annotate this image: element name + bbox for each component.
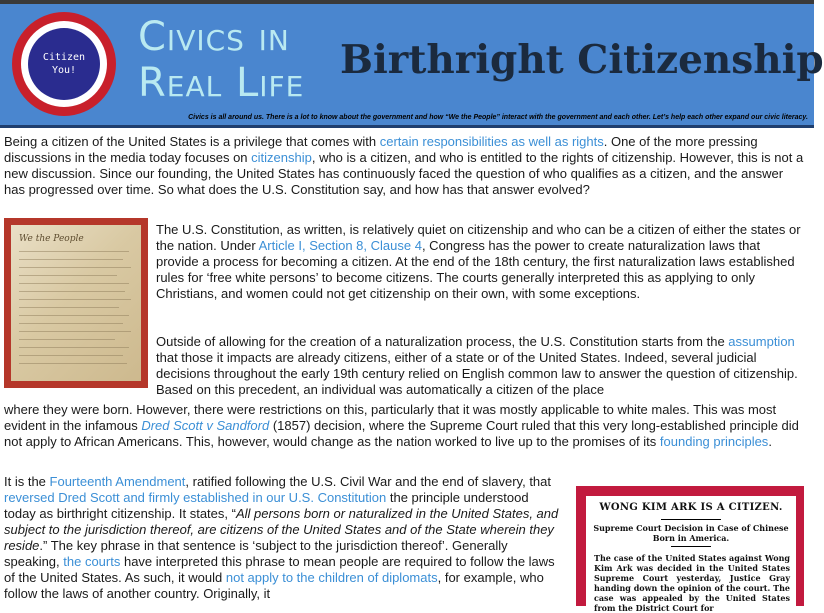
- dred-scott-paragraph: where they were born. However, there were restrictions on this, particularly that it was mostly applicable to white males. This was most evident in the infamous Dred Scott v Sandford (1857) decision, where the Supreme Court ruled that this very long-established principle did not apply to African Americans. This, however, would change as the nation worked to live up to the promises of its founding principles.: [4, 402, 799, 449]
- link-founding-principles[interactable]: founding principles: [659, 434, 769, 449]
- fourteenth-amendment-paragraph: It is the Fourteenth Amendment, ratified following the U.S. Civil War and the end of slavery, that reversed Dred Scott and firmly established in our U.S. Constitution the principle understood today as birthright citizenship. It states, “All persons born or naturalized in the United States, and subject to the jurisdiction thereof, are citizens of the United States and of the State wherein they reside.” The key phrase in that sentence is ‘subject to the jurisdiction thereof’. Generally speaking, the courts have interpreted this phrase to mean people are required to follow the laws of the United States. As such, it would not apply to the children of diplomats, for example, who follow the laws of another country. Originally, it: [4, 474, 559, 601]
- link-assumption[interactable]: assumption: [728, 334, 795, 349]
- constitution-heading: We the People: [19, 234, 84, 244]
- link-citizenship[interactable]: citizenship: [251, 150, 312, 165]
- link-article-1-section-8[interactable]: Article I, Section 8, Clause 4: [258, 238, 422, 253]
- constitution-paragraph: The U.S. Constitution, as written, is relatively quiet on citizenship and who can be a citizen of either the states or the nation. Under Article I, Section 8, Clause 4, Congress has the power to create naturalization laws that provide a process for becoming a citizen. At the end of the 18th century, the first naturalization laws established rules for ‘free white persons’ to become citizens. The courts generally interpreted this as applying to only Christians, and women could not get citizenship on their own, with some exceptions.: [156, 222, 801, 301]
- tagline: Civics is all around us. There is a lot to know about the government and how “We the People” interact with the government and each other. Let’s help each other expand our civic literacy.: [188, 114, 808, 121]
- newspaper-clipping-image: [576, 486, 804, 613]
- page-title: Birthright Citizenship: [340, 37, 824, 83]
- header-banner: [0, 4, 824, 128]
- intro-paragraph: Being a citizen of the United States is a privilege that comes with certain responsibilities as well as rights. One of the more pressing discussions in the media today focuses on citizenship, who is a citizen, and who is entitled to the rights of citizenship. However, this is not a new discussion. Since our founding, the United States has continuously faced the question of who qualifies as a citizen, and the answer has progressed over time. So what does the U.S. Constitution say, and how has that answer evolved?: [4, 134, 804, 197]
- link-responsibilities-rights[interactable]: certain responsibilities as well as rights: [379, 134, 604, 149]
- constitution-image: [4, 218, 148, 388]
- amendment-quote: All persons born or naturalized in the United States, and subject to the jurisdiction thereof, are citizens of the United States and of the State wherein they reside: [4, 506, 559, 553]
- constitution-parchment: [11, 225, 141, 381]
- clipping-body: The case of the United States against Wong Kim Ark was decided in the United States Supreme Court yesterday, Justice Gray handing down the opinion of the court. The case was appealed by the United States from the District Court for: [594, 553, 790, 613]
- logo-line-2: You!: [51, 65, 77, 76]
- clipping-headline: WONG KIM ARK IS A CITIZEN.: [599, 502, 783, 513]
- brand-name: Civics in Real Life: [138, 14, 305, 106]
- link-fourteenth-amendment[interactable]: Fourteenth Amendment: [49, 474, 186, 489]
- link-children-of-diplomats[interactable]: not apply to the children of diplomats: [225, 570, 438, 585]
- clipping-subhead: Supreme Court Decision in Case of Chinese Born in America.: [593, 523, 789, 543]
- link-the-courts[interactable]: the courts: [63, 554, 121, 569]
- link-dred-scott[interactable]: Dred Scott v Sandford: [141, 418, 270, 433]
- citizen-you-logo: [12, 12, 116, 116]
- logo-line-1: Citizen: [42, 52, 86, 63]
- naturalization-paragraph: Outside of allowing for the creation of a naturalization process, the U.S. Constitution starts from the assumption that those it impacts are already citizens, either of a state or of the United States. Indeed, several judicial decisions throughout the early 19th century relied on English common law to answer the question of citizenship. Based on this precedent, an individual was automatically a citizen of the place: [156, 334, 798, 397]
- link-reversed-dred-scott[interactable]: reversed Dred Scott and firmly established in our U.S. Constitution: [4, 490, 387, 505]
